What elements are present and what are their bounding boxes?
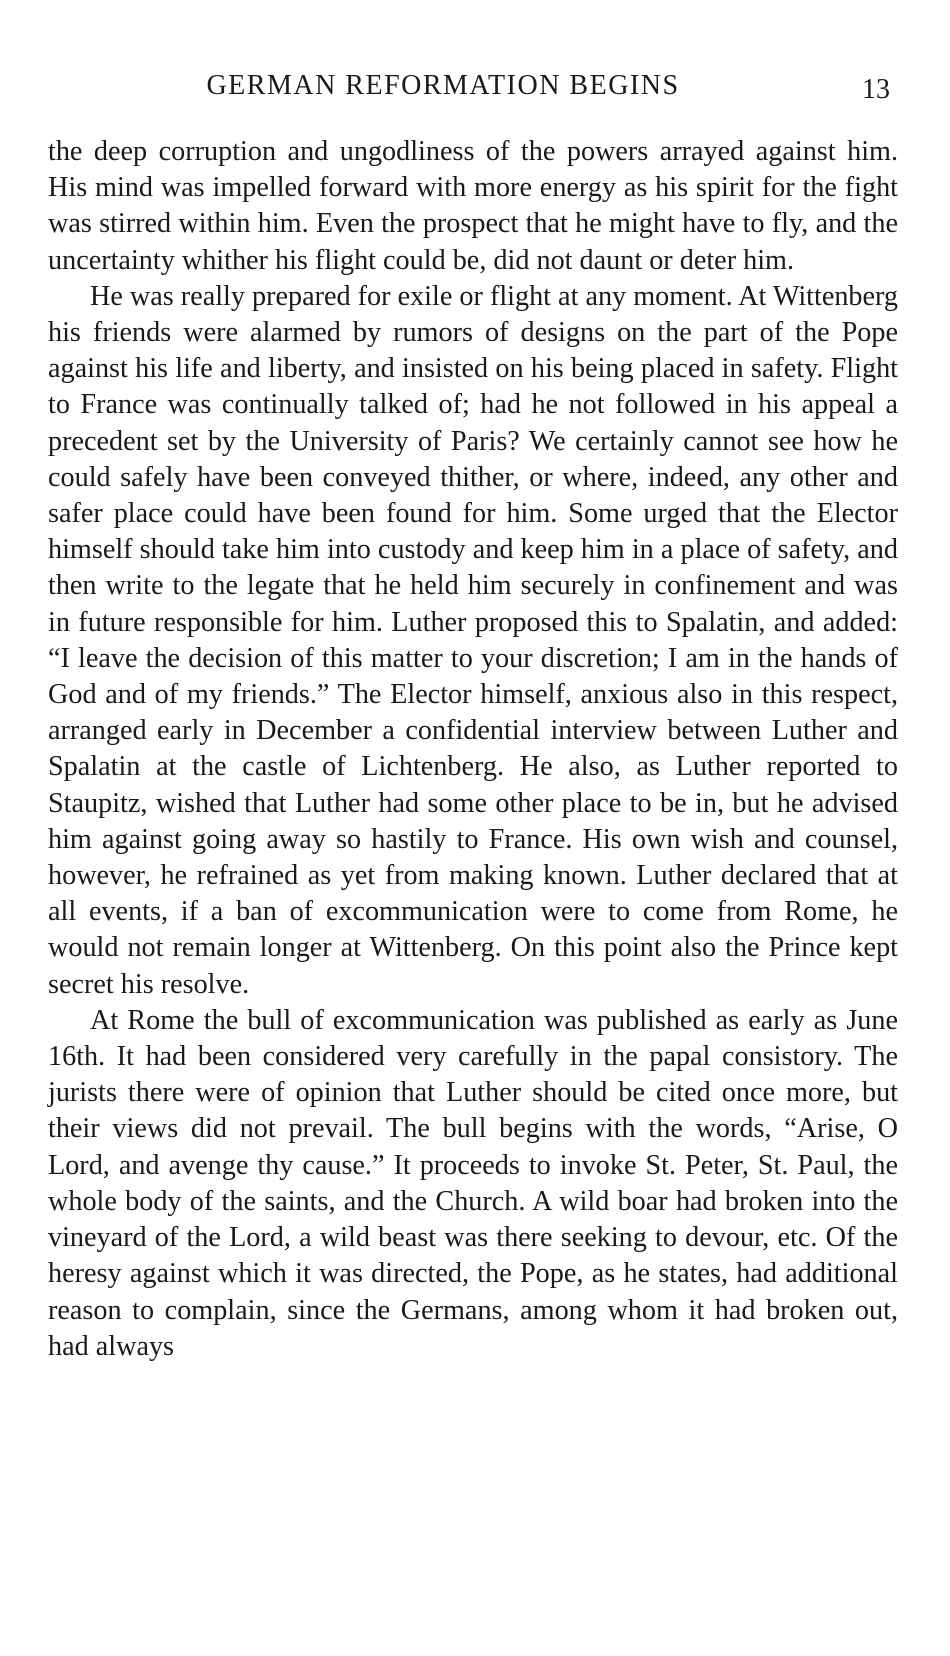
running-title: GERMAN REFORMATION BEGINS: [206, 70, 680, 101]
body-text: [48, 134, 898, 1365]
running-head: [48, 70, 898, 110]
paragraph-bull: At Rome the bull of excommunication was published as early as June 16th. It had been considered very carefully in the papal consistory. The jurists there were of opinion that Luther should be cited once more, but their views did not prevail. The bull begins with the words, “Arise, O Lord, and avenge thy cause.” It proceeds to invoke St. Peter, St. Paul, the whole body of the saints, and the Church. A wild boar had broken into the vineyard of the Lord, a wild beast was there seeking to devour, etc. Of the heresy against which it was directed, the Pope, as he states, had additional reason to complain, since the Germans, among whom it had broken out, had always: [48, 1004, 898, 1362]
page-number: 13: [862, 74, 890, 105]
paragraph-flight: He was really prepared for exile or flight at any moment. At Wittenberg his friends were alarmed by rumors of designs on the part of the Pope against his life and liberty, and insisted on his being placed in safety. Flight to France was continually talked of; had he not followed in his appeal a precedent set by the University of Paris? We certainly cannot see how he could safely have been conveyed thither, or where, indeed, any other and safer place could have been found for him. Some urged that the Elector himself should take him into custody and keep him in a place of safety, and then write to the legate that he held him securely in confinement and was in future responsible for him. Luther proposed this to Spalatin, and added: “I leave the decision of this matter to your discretion; I am in the hands of God and of my friends.” The Elector himself, anxious also in this respect, arranged early in December a confidential interview between Luther and Spalatin at the castle of Lichtenberg. He also, as Luther reported to Staupitz, wished that Luther had some other place to be in, but he advised him against going away so hastily to France. His own wish and counsel, however, he refrained as yet from making known. Luther declared that at all events, if a ban of excommunication were to come from Rome, he would not remain longer at Wittenberg. On this point also the Prince kept secret his resolve.: [48, 280, 898, 1000]
book-page: [48, 70, 898, 1365]
paragraph-continued: the deep corruption and ungodliness of the powers arrayed against him. His mind was impelled forward with more energy as his spirit for the fight was stirred within him. Even the prospect that he might have to fly, and the uncertainty whither his flight could be, did not daunt or deter him.: [48, 136, 898, 276]
